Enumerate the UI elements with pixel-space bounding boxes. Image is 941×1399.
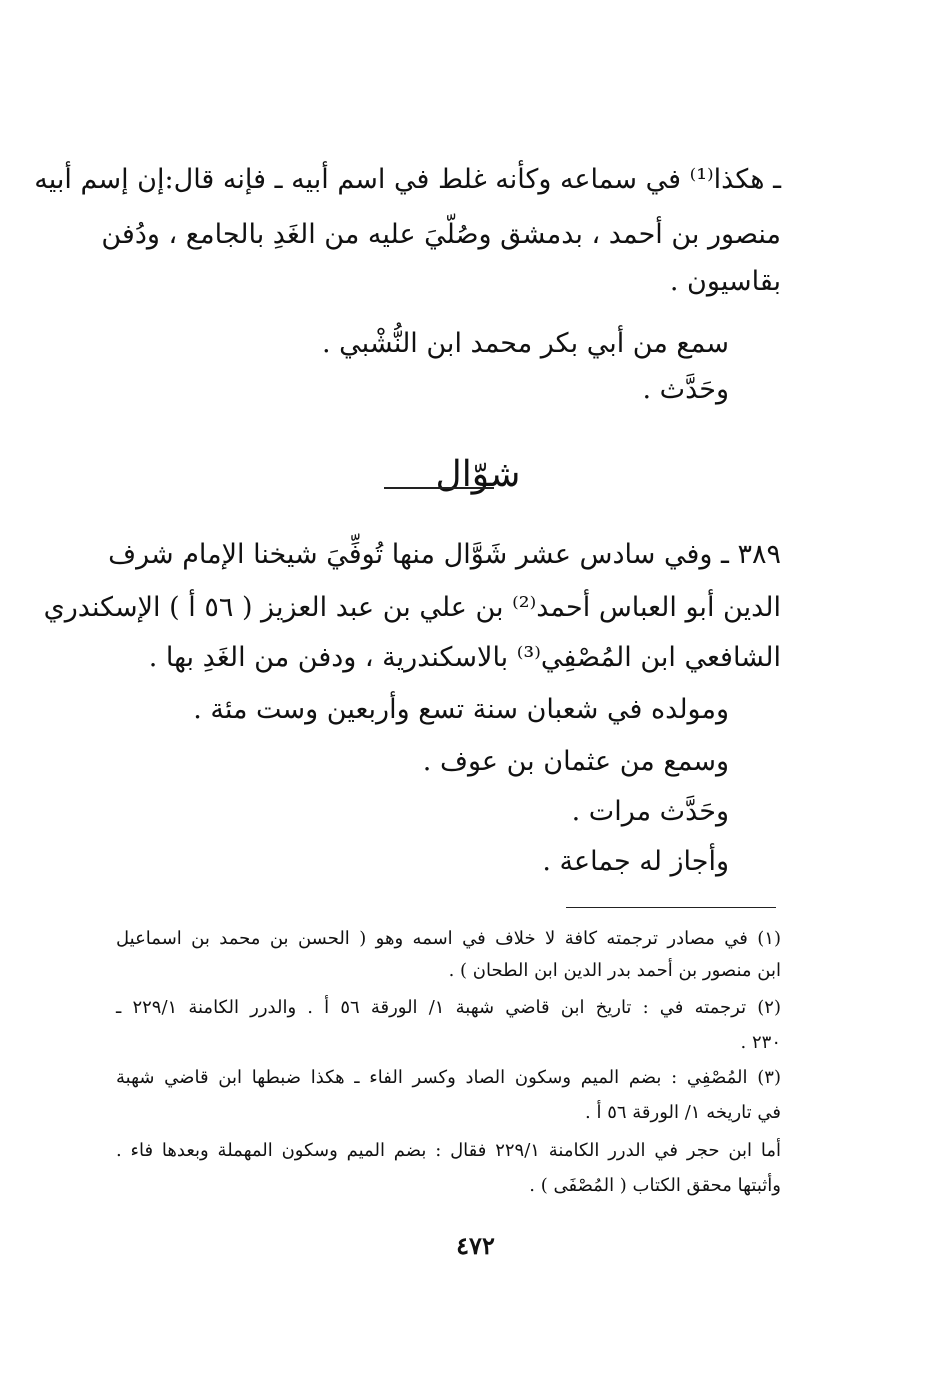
subtext-1-line-1: سمع من أبي بكر محمد ابن النُّشْبي .	[322, 328, 729, 359]
subtext-1-line-2: وحَدَّث .	[642, 374, 729, 405]
footnote-line: (٢) ترجمته في : تاريخ ابن قاضي شهبة ١/ الورقة ٥٦ أ . والدرر الكامنة ٢٢٩/١ ـ	[116, 997, 781, 1018]
section-heading-text: شوّال	[435, 454, 521, 495]
subtext-2-line-4: وأجاز له جماعة .	[542, 846, 729, 877]
paragraph-1-line-2: منصور بن أحمد ، بدمشق وصُلّيَ عليه من الغَدِ بالجامع ، ودُفن	[101, 219, 781, 250]
subtext-2-line-3: وحَدَّث مرات .	[571, 796, 729, 827]
footnote-line: وأثبتها محقق الكتاب ( المُصْفَى ) .	[529, 1175, 781, 1196]
paragraph-1-line-1: ـ هكذا⁽¹⁾ في سماعه وكأنه غلط في اسم أبيه ـ فإنه قال:إن إسم أبيه	[34, 164, 781, 195]
page-number: ٤٧٢	[456, 1231, 495, 1260]
section-heading	[0, 452, 941, 498]
paragraph-2-line-3: الشافعي ابن المُصْفِي⁽³⁾ بالاسكندرية ، ودفن من الغَدِ بها .	[148, 642, 781, 673]
footnote-line: (٣) المُصْفِي : بضم الميم وسكون الصاد وكسر الفاء ـ هكذا ضبطها ابن قاضي شهبة	[116, 1067, 781, 1088]
footnote-line: ابن منصور بن أحمد بدر الدين ابن الطحان ) .	[448, 960, 781, 981]
paragraph-2-line-2: الدين أبو العباس أحمد⁽²⁾ بن علي بن عبد العزيز ( ٥٦ أ ) الإسكندري	[43, 592, 781, 623]
footnote-line: أما ابن حجر في الدرر الكامنة ٢٢٩/١ فقال : بضم الميم وسكون المهملة وبعدها فاء .	[116, 1140, 781, 1161]
footnote-line: ٢٣٠ .	[740, 1032, 781, 1053]
subtext-2-line-2: وسمع من عثمان بن عوف .	[422, 746, 729, 777]
footnote-separator	[566, 907, 776, 908]
heading-flourish	[384, 487, 494, 489]
paragraph-1-line-3: بقاسيون .	[669, 266, 781, 297]
subtext-2-line-1: ومولده في شعبان سنة تسع وأربعين وست مئة .	[193, 694, 729, 725]
footnote-line: في تاريخه ١/ الورقة ٥٦ أ .	[585, 1102, 781, 1123]
footnote-line: (١) في مصادر ترجمته كافة لا خلاف في اسمه وهو ( الحسن بن محمد بن اسماعيل	[116, 928, 781, 949]
paragraph-2-line-1: ٣٨٩ ـ وفي سادس عشر شَوَّال منها تُوفِّيَ شيخنا الإمام شرف	[108, 539, 781, 570]
